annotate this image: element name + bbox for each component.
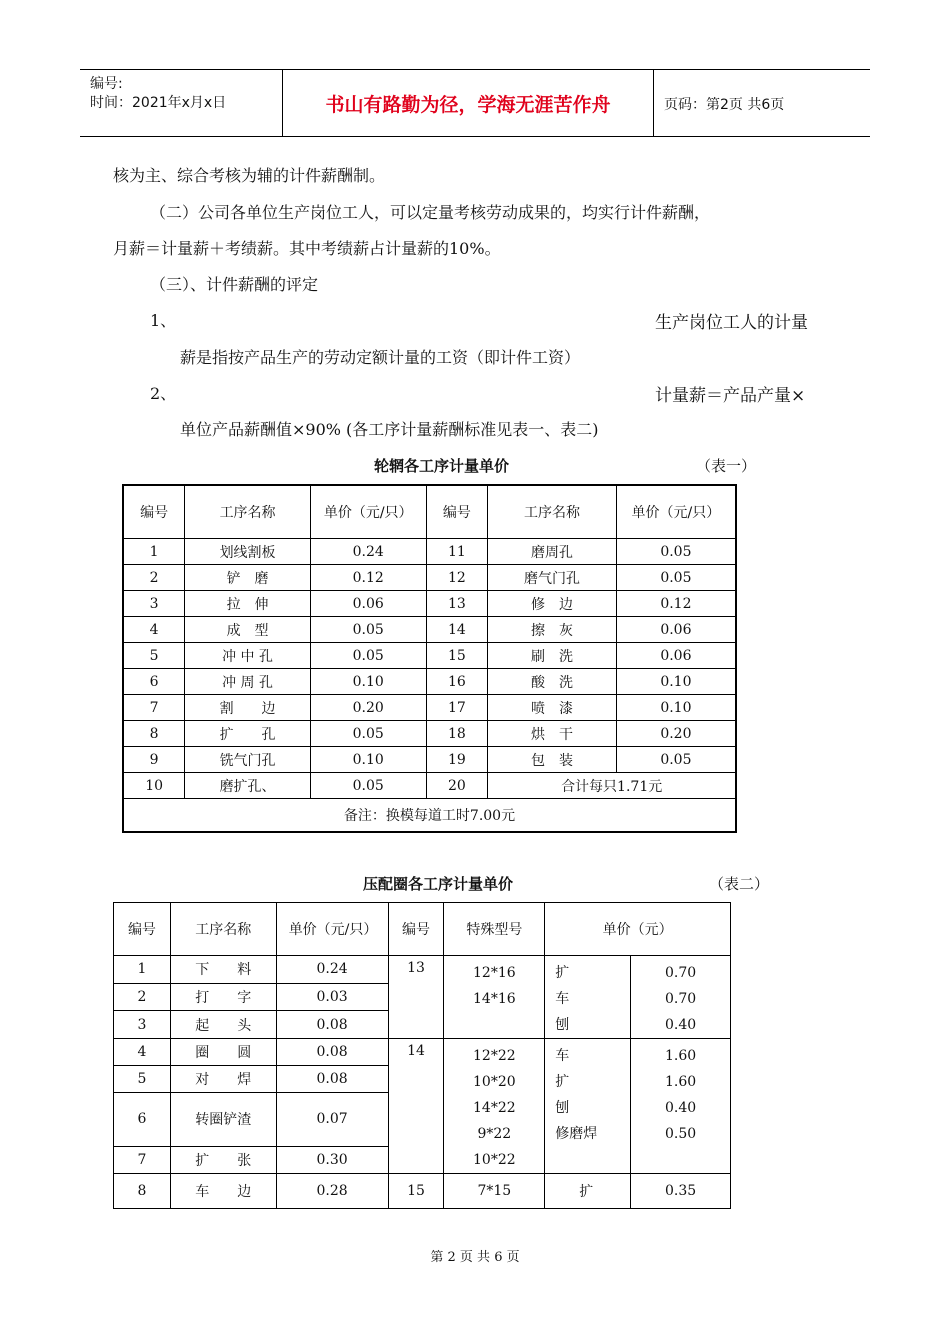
- cell: 6: [114, 1092, 171, 1147]
- model: 10*22: [473, 1152, 516, 1168]
- cell: 7: [123, 695, 185, 721]
- op: 扩: [545, 1174, 631, 1209]
- t1-header-process: 工序名称: [185, 485, 311, 539]
- cell: 起 头: [170, 1011, 276, 1039]
- cell: 冲 周 孔: [185, 669, 311, 695]
- item1-number: 1、: [150, 311, 177, 330]
- table1: [122, 484, 737, 833]
- t1-header-price-2: 单价（元/只）: [616, 485, 736, 539]
- price: 0.40: [664, 1100, 697, 1116]
- cell: 拉 伸: [185, 591, 311, 617]
- time-label: 时间：2021年x月x日: [90, 95, 227, 111]
- cell: 0.05: [616, 539, 736, 565]
- cell: 0.05: [310, 643, 426, 669]
- cell: 0.05: [310, 773, 426, 799]
- table-row: [114, 1039, 731, 1066]
- table-row: [123, 695, 736, 721]
- op: 车: [555, 1048, 570, 1064]
- op: 扩: [555, 1074, 570, 1090]
- cell: 0.12: [310, 565, 426, 591]
- cell: 0.28: [276, 1174, 388, 1209]
- cell: 13: [426, 591, 488, 617]
- group-num-13: 13: [388, 956, 444, 1039]
- cell: 0.06: [616, 643, 736, 669]
- group-num-14: 14: [388, 1039, 444, 1174]
- price: 0.70: [664, 991, 697, 1007]
- model: 12*16: [473, 965, 516, 981]
- price: 1.60: [664, 1048, 697, 1064]
- cell: 5: [114, 1065, 171, 1092]
- cell: 烘 干: [488, 721, 616, 747]
- table-row: [123, 747, 736, 773]
- cell: 6: [123, 669, 185, 695]
- table-row: [123, 669, 736, 695]
- cell: 0.05: [310, 617, 426, 643]
- model: 9*22: [477, 1126, 512, 1142]
- t2-header-model: 特殊型号: [444, 903, 545, 956]
- model: 10*20: [473, 1074, 516, 1090]
- group13-ops: [545, 956, 631, 1039]
- cell: 下 料: [170, 956, 276, 984]
- price: 1.60: [664, 1074, 697, 1090]
- cell: 0.24: [276, 956, 388, 984]
- cell: 划线割板: [185, 539, 311, 565]
- op: 修磨焊: [555, 1126, 598, 1142]
- cell: 磨周孔: [488, 539, 616, 565]
- cell: 割 边: [185, 695, 311, 721]
- price: 0.70: [664, 965, 697, 981]
- table-row: [123, 565, 736, 591]
- cell: 7: [114, 1147, 171, 1174]
- t1-header-num: 编号: [123, 485, 185, 539]
- item1-text-a: 生产岗位工人的计量: [655, 313, 808, 333]
- page-info: 页码：第2页 共6页: [664, 97, 785, 113]
- cell: 包 装: [488, 747, 616, 773]
- cell: 0.30: [276, 1147, 388, 1174]
- cell: 磨气门孔: [488, 565, 616, 591]
- cell: 0.24: [310, 539, 426, 565]
- t2-header-price-2: 单价（元）: [545, 903, 731, 956]
- table2-title: 压配圈各工序计量单价: [363, 875, 514, 893]
- cell: 2: [123, 565, 185, 591]
- group14-ops: [545, 1039, 631, 1174]
- cell: 8: [114, 1174, 171, 1209]
- table2: [113, 902, 731, 1209]
- table1-tag: （表一）: [696, 457, 757, 475]
- item1-text-b: 薪是指按产品生产的劳动定额计量的工资（即计件工资）: [180, 348, 581, 367]
- cell: 0.20: [310, 695, 426, 721]
- table-row: [114, 1174, 731, 1209]
- item2-number: 2、: [150, 384, 177, 403]
- cell: 0.08: [276, 1039, 388, 1066]
- cell: 冲 中 孔: [185, 643, 311, 669]
- table-note-row: [123, 799, 736, 833]
- cell: 16: [426, 669, 488, 695]
- cell: 1: [114, 956, 171, 984]
- table1-title: 轮辋各工序计量单价: [374, 457, 510, 475]
- model: 14*16: [473, 991, 516, 1007]
- number-label: 编号:: [90, 76, 123, 92]
- cell: 15: [426, 643, 488, 669]
- body-para-2b: 月薪＝计量薪＋考绩薪。其中考绩薪占计量薪的10%。: [113, 239, 501, 258]
- cell: 3: [114, 1011, 171, 1039]
- t2-header-process: 工序名称: [170, 903, 276, 956]
- total-cell: 合计每只1.71元: [488, 773, 736, 799]
- table1-note: 备注：换模每道工时7.00元: [123, 799, 736, 833]
- cell: 0.07: [276, 1092, 388, 1147]
- model: 12*22: [473, 1048, 516, 1064]
- item2-text-b: 单位产品薪酬值×90% (各工序计量薪酬标准见表一、表二): [180, 420, 599, 439]
- cell: 8: [123, 721, 185, 747]
- cell: 铣气门孔: [185, 747, 311, 773]
- cell: 10: [123, 773, 185, 799]
- price: 0.50: [664, 1126, 697, 1142]
- price: 0.40: [664, 1017, 697, 1033]
- cell: 打 字: [170, 983, 276, 1011]
- t2-header-num: 编号: [114, 903, 171, 956]
- cell: 5: [123, 643, 185, 669]
- cell: 车 边: [170, 1174, 276, 1209]
- cell: 铲 磨: [185, 565, 311, 591]
- cell: 酸 洗: [488, 669, 616, 695]
- table-row: [123, 591, 736, 617]
- t1-header-num-2: 编号: [426, 485, 488, 539]
- cell: 磨扩孔、: [185, 773, 311, 799]
- cell: 0.08: [276, 1065, 388, 1092]
- page-header: [80, 69, 870, 137]
- group-num-15: 15: [388, 1174, 444, 1209]
- cell: 0.03: [276, 983, 388, 1011]
- cell: 喷 漆: [488, 695, 616, 721]
- group13-models: [444, 956, 545, 1039]
- cell: 0.08: [276, 1011, 388, 1039]
- table-row: [123, 539, 736, 565]
- cell: 12: [426, 565, 488, 591]
- cell: 修 边: [488, 591, 616, 617]
- cell: 0.05: [616, 565, 736, 591]
- cell: 18: [426, 721, 488, 747]
- cell: 擦 灰: [488, 617, 616, 643]
- cell: 1: [123, 539, 185, 565]
- cell: 0.10: [310, 669, 426, 695]
- body-para-2a: （二）公司各单位生产岗位工人，可以定量考核劳动成果的，均实行计件薪酬，: [150, 203, 711, 222]
- group13-prices: [631, 956, 731, 1039]
- table-row: [123, 721, 736, 747]
- table-row: [114, 956, 731, 984]
- item2-text-a: 计量薪＝产品产量×: [655, 386, 806, 406]
- cell: 17: [426, 695, 488, 721]
- body-line-1: 核为主、综合考核为辅的计件薪酬制。: [113, 166, 386, 185]
- t1-header-price: 单价（元/只）: [310, 485, 426, 539]
- cell: 0.12: [616, 591, 736, 617]
- t2-header-num-2: 编号: [388, 903, 444, 956]
- cell: 0.10: [616, 695, 736, 721]
- cell: 刷 洗: [488, 643, 616, 669]
- cell: 0.10: [310, 747, 426, 773]
- cell: 0.10: [616, 669, 736, 695]
- model: 7*15: [444, 1174, 545, 1209]
- cell: 4: [123, 617, 185, 643]
- t2-header-price: 单价（元/只）: [276, 903, 388, 956]
- price: 0.35: [631, 1174, 731, 1209]
- cell: 扩 张: [170, 1147, 276, 1174]
- model: 14*22: [473, 1100, 516, 1116]
- cell: 0.06: [310, 591, 426, 617]
- cell: 成 型: [185, 617, 311, 643]
- op: 刨: [555, 1100, 570, 1116]
- cell: 19: [426, 747, 488, 773]
- group14-prices: [631, 1039, 731, 1174]
- cell: 对 焊: [170, 1065, 276, 1092]
- op: 扩: [555, 965, 570, 981]
- cell: 0.05: [616, 747, 736, 773]
- cell: 9: [123, 747, 185, 773]
- cell: 3: [123, 591, 185, 617]
- table2-tag: （表二）: [709, 875, 770, 893]
- op: 车: [555, 991, 570, 1007]
- table-row: [123, 643, 736, 669]
- body-para-3: （三）、计件薪酬的评定: [150, 275, 319, 294]
- cell: 0.05: [310, 721, 426, 747]
- motto: 书山有路勤为径，学海无涯苦作舟: [283, 70, 654, 136]
- t1-header-process-2: 工序名称: [488, 485, 616, 539]
- cell: 20: [426, 773, 488, 799]
- cell: 0.06: [616, 617, 736, 643]
- group14-models: [444, 1039, 545, 1174]
- op: 刨: [555, 1017, 570, 1033]
- cell: 圈 圆: [170, 1039, 276, 1066]
- table-row: [123, 773, 736, 799]
- cell: 4: [114, 1039, 171, 1066]
- table-row: [123, 617, 736, 643]
- cell: 0.20: [616, 721, 736, 747]
- page-footer: 第 2 页 共 6 页: [430, 1250, 520, 1265]
- cell: 扩 孔: [185, 721, 311, 747]
- cell: 转圈铲渣: [170, 1092, 276, 1147]
- header-meta: [80, 70, 283, 136]
- cell: 14: [426, 617, 488, 643]
- cell: 11: [426, 539, 488, 565]
- cell: 2: [114, 983, 171, 1011]
